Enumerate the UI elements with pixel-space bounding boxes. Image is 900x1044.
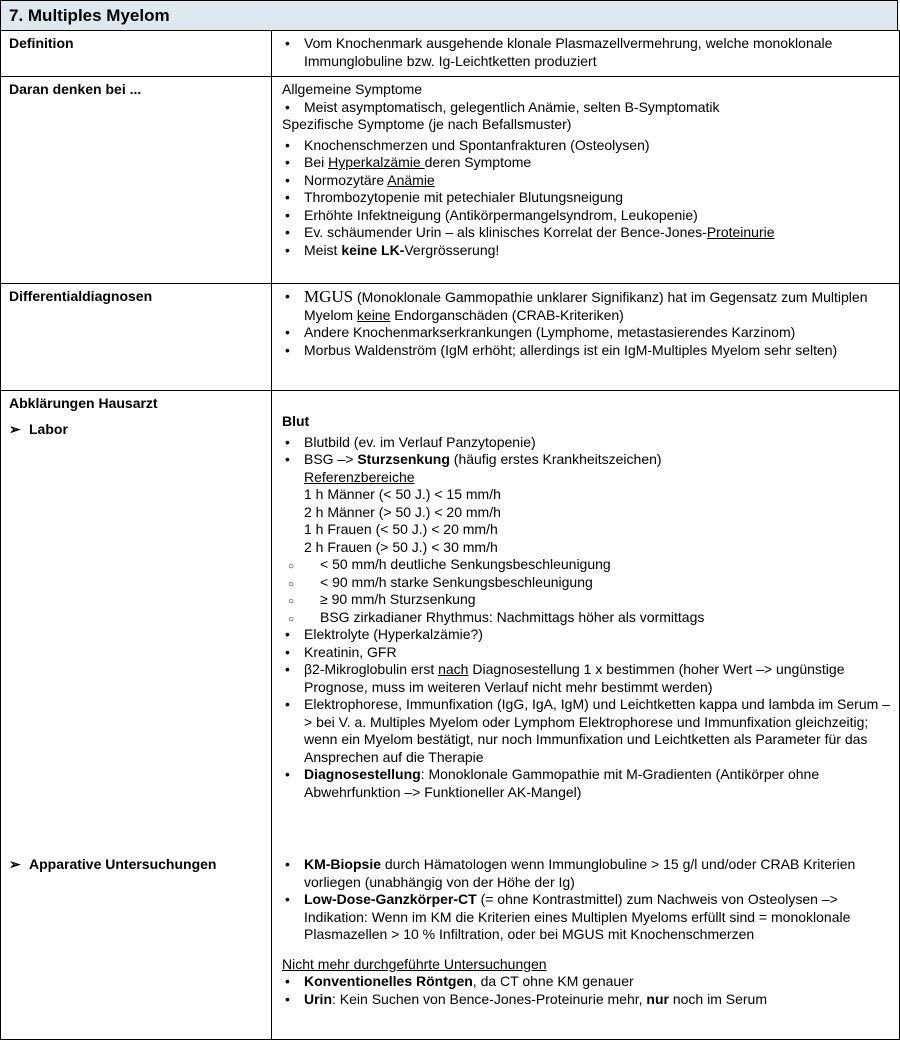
sub-list-item: ○ ≥ 90 mm/h Sturzsenkung: [282, 591, 891, 609]
list-item: • Knochenschmerzen und Spontanfrakturen (Osteolysen): [282, 137, 891, 155]
row-label-diff: Differentialdiagnosen: [1, 284, 272, 391]
list-item: • Kreatinin, GFR: [282, 644, 891, 662]
labor-label: ➢ Labor: [9, 420, 68, 437]
list-item: • Bei Hyperkalzämie deren Symptome: [282, 154, 891, 172]
reference-line: 1 h Frauen (< 50 J.) < 20 mm/h: [304, 521, 498, 537]
list-item: • Diagnosestellung: Monoklonale Gammopathie mit M-Gradienten (Antikörper ohne Abwehrfunktion –> Funktioneller AK-Mangel): [282, 766, 891, 801]
reference-line: 2 h Frauen (> 50 J.) < 30 mm/h: [304, 538, 498, 555]
daran-cell: [272, 77, 900, 284]
specific-symptoms-heading: Spezifische Symptome (je nach Befallsmuster): [282, 116, 572, 132]
list-item: • Urin: Kein Suchen von Bence-Jones-Proteinurie mehr, nur noch im Serum: [282, 991, 891, 1009]
definition-text: • Vom Knochenmark ausgehende klonale Plasmazellvermehrung, welche monoklonale Immunglobuline bzw. Ig-Leichtketten produziert: [282, 35, 891, 70]
list-item: • Konventionelles Röntgen, da CT ohne KM genauer: [282, 973, 891, 991]
arrow-icon: ➢: [9, 420, 21, 437]
list-item: • Andere Knochenmarkserkrankungen (Lymphome, metastasierendes Karzinom): [282, 324, 891, 342]
blut-heading: Blut: [282, 413, 310, 429]
list-item: • Meist keine LK-Vergrösserung!: [282, 242, 891, 260]
content-table: [0, 30, 900, 1040]
apparative-section: [282, 856, 891, 1008]
list-item: • Elektrolyte (Hyperkalzämie?): [282, 626, 891, 644]
table-row: [1, 31, 900, 77]
abkl-heading: Abklärungen Hausarzt: [9, 395, 158, 411]
list-item: • Low-Dose-Ganzkörper-CT (= ohne Kontrastmittel) zum Nachweis von Osteolysen –> Indikation: Wenn im KM die Kriterien eines Multiplen Myeloms erfüllt sind = monoklonale Plasmazellen > 10 % Infiltration, oder bei MGUS mit Knochenschmerzen: [282, 891, 891, 944]
list-item: • MGUS (Monoklonale Gammopathie unklarer Signifikanz) hat im Gegensatz zum Multiplen Myelom keine Endorganschäden (CRAB-Kriteriken): [282, 288, 891, 324]
list-item: • BSG –> Sturzsenkung (häufig erstes Krankheitszeichen): [282, 451, 891, 469]
list-item: • Morbus Waldenström (IgM erhöht; allerdings ist ein IgM-Multiples Myelom sehr selten): [282, 342, 891, 360]
row-label-abkl: [1, 391, 272, 1040]
definition-cell: [272, 31, 900, 77]
mgus-term: MGUS: [304, 287, 354, 306]
list-item: • Erhöhte Infektneigung (Antikörpermangelsyndrom, Leukopenie): [282, 207, 891, 225]
sub-list-item: ○ < 90 mm/h starke Senkungsbeschleunigung: [282, 574, 891, 592]
list-item: • Meist asymptomatisch, gelegentlich Anämie, selten B-Symptomatik: [282, 99, 891, 117]
list-item: • Normozytäre Anämie: [282, 172, 891, 190]
sub-list-item: ○ BSG zirkadianer Rhythmus: Nachmittags höher als vormittags: [282, 609, 891, 627]
diff-cell: [272, 284, 900, 391]
table-row: [1, 77, 900, 284]
abkl-cell: [272, 391, 900, 1040]
nicht-mehr-heading: Nicht mehr durchgeführte Untersuchungen: [282, 955, 547, 972]
list-item: • Elektrophorese, Immunfixation (IgG, IgA, IgM) und Leichtketten kappa und lambda im Serum –> bei V. a. Multiples Myelom oder Lymphom Elektrophorese und Immunfixation gleichzeitig; wenn ein Myelom bestätigt, nur noch Immunfixation und Leichtketten als Parameter für das Ansprechen auf die Therapie: [282, 696, 891, 766]
reference-line: 2 h Männer (> 50 J.) < 20 mm/h: [304, 503, 501, 520]
arrow-icon: ➢: [9, 856, 21, 872]
list-item: • Blutbild (ev. im Verlauf Panzytopenie): [282, 434, 891, 452]
reference-heading: Referenzbereiche: [304, 468, 415, 485]
apparative-label: ➢ Apparative Untersuchungen: [9, 856, 217, 872]
row-label-daran: Daran denken bei ...: [1, 77, 272, 284]
list-item: • Ev. schäumender Urin – als klinisches Korrelat der Bence-Jones-Proteinurie: [282, 224, 891, 242]
section-title: 7. Multiples Myelom: [0, 0, 898, 31]
sub-list-item: ○ < 50 mm/h deutliche Senkungsbeschleunigung: [282, 556, 891, 574]
general-symptoms-heading: Allgemeine Symptome: [282, 81, 423, 97]
list-item: • Thrombozytopenie mit petechialer Blutungsneigung: [282, 189, 891, 207]
reference-line: 1 h Männer (< 50 J.) < 15 mm/h: [304, 486, 501, 502]
list-item: • β2-Mikroglobulin erst nach Diagnosestellung 1 x bestimmen (hoher Wert –> ungünstige Prognose, muss im weiteren Verlauf nicht mehr bestimmt werden): [282, 661, 891, 696]
list-item: • KM-Biopsie durch Hämatologen wenn Immunglobuline > 15 g/l und/oder CRAB Kriterien vorliegen (unabhängig von der Höhe der Ig): [282, 856, 891, 891]
table-row: [1, 391, 900, 1040]
table-row: [1, 284, 900, 391]
row-label-definition: Definition: [1, 31, 272, 77]
